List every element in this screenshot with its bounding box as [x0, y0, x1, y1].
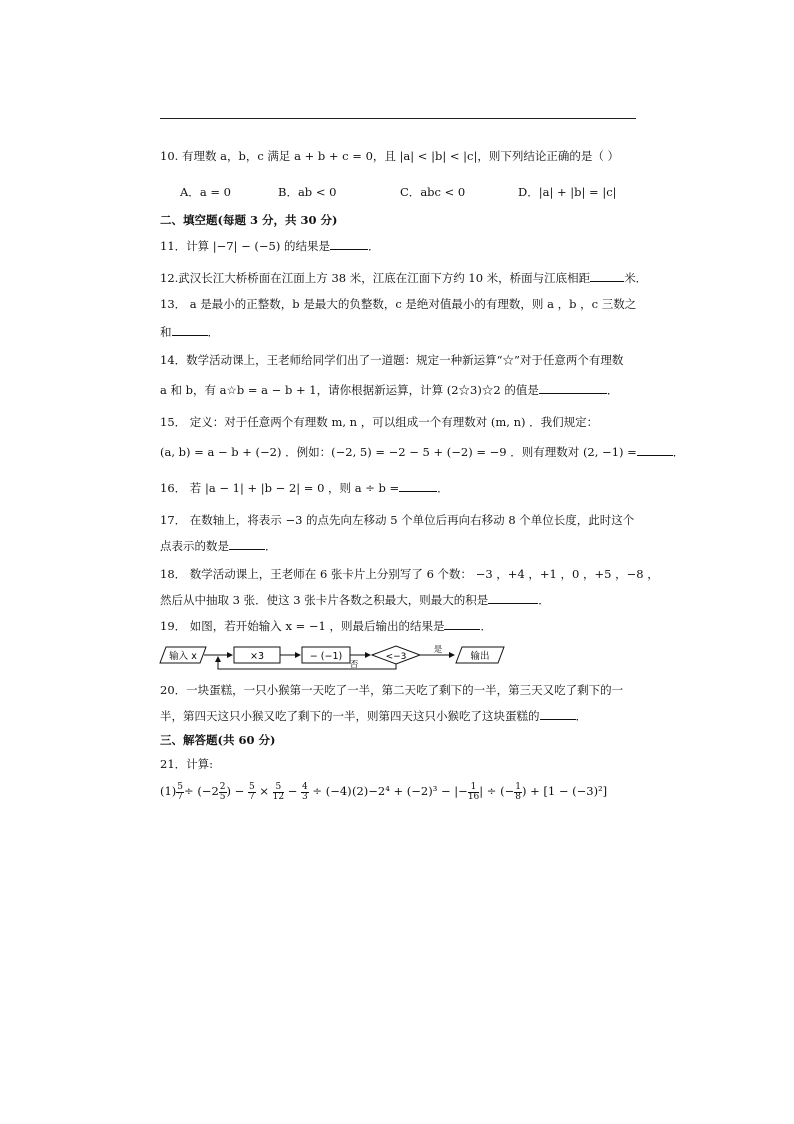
question-15-line-2: (a, b) = a − b + (−2) ．例如：(−2, 5) = −2 − 5 + (−2) = −9 ．则有理数对 (2, −1) = ． — [160, 445, 685, 459]
question-12: 12.武汉长江大桥桥面在江面上方 38 米，江底在江面下方约 10 米，桥面与江底相距 米． — [160, 271, 648, 285]
answer-blank[interactable] — [637, 444, 673, 456]
flow-no-label: 否 — [349, 660, 359, 670]
answer-blank[interactable] — [539, 382, 607, 394]
q10-option-d: D．|a| + |b| = |c| — [518, 185, 617, 199]
flow-condition-label: <−3 — [385, 652, 407, 662]
fraction: $\frac{5}{7}$ — [177, 781, 184, 802]
flow-times3-label: ×3 — [249, 651, 265, 662]
section-2-heading: 二、填空题(每题 3 分，共 30 分) — [160, 213, 338, 227]
fraction: $\frac{4}{3}$ — [302, 781, 308, 802]
answer-blank[interactable] — [540, 708, 576, 720]
question-21: 21．计算: — [160, 757, 214, 771]
question-17-line-1: 17． 在数轴上，将表示 −3 的点先向左移动 5 个单位后再向右移动 8 个单位长度，此时这个 — [160, 513, 635, 527]
flowchart — [158, 645, 510, 675]
question-18-line-1: 18． 数学活动课上，王老师在 6 张卡片上分别写了 6 个数： −3 ，+4 ，+1 ，0 ，+5 ，−8 ， — [160, 567, 659, 581]
answer-blank[interactable] — [488, 592, 538, 604]
flow-minus-label: − (−1) — [309, 651, 343, 662]
question-20-line-1: 20．一块蛋糕，一只小猴第一天吃了一半，第二天吃了剩下的一半，第三天又吃了剩下的一 — [160, 683, 624, 697]
q10-option-c: C．abc < 0 — [400, 185, 466, 199]
question-10: 10. 有理数 a，b，c 满足 a + b + c = 0，且 |a| < |b| < |c|，则下列结论正确的是（ ） — [160, 149, 619, 163]
fraction: $\frac{1}{8}$ — [515, 781, 521, 802]
answer-blank[interactable] — [590, 270, 624, 282]
question-11: 11．计算 |−7| − (−5) 的结果是 ． — [160, 239, 380, 253]
answer-blank[interactable] — [172, 324, 208, 336]
answer-blank[interactable] — [330, 238, 368, 250]
answer-blank[interactable] — [444, 618, 480, 630]
question-14-line-2: a 和 b，有 a☆b = a − b + 1，请你根据新运算，计算 (2☆3)☆2 的值是 ． — [160, 383, 619, 397]
q10-option-b: B．ab < 0 — [278, 185, 337, 199]
fraction: $\frac{2}{5}$ — [219, 781, 226, 802]
question-21-part-1: (1) $\frac{5}{7}$ ÷ (−2 $\frac{2}{5}$ ) − $\frac{5}{7}$ × $\frac{5}{12}$ − $\frac{4}{3}$ ÷ (−4) — [160, 781, 352, 802]
flow-output-label: 输出 — [470, 651, 490, 662]
section-3-heading: 三、解答题(共 60 分) — [160, 733, 276, 747]
question-21-part-2: (2)−2⁴ + (−2)³ − |− $\frac{1}{16}$ | ÷ (− $\frac{1}{8}$ ) + [1 − (−3)²] — [352, 781, 608, 802]
q10-option-a: A．a = 0 — [180, 185, 231, 199]
question-13-line-1: 13． a 是最小的正整数，b 是最大的负整数，c 是绝对值最小的有理数，则 a ，b ，c 三数之 — [160, 297, 637, 311]
question-17-line-2: 点表示的数是 ． — [160, 539, 277, 553]
question-13-line-2: 和 ． — [160, 325, 219, 339]
question-20-line-2: 半，第四天这只小猴又吃了剩下的一半，则第四天这只小猴吃了这块蛋糕的 ． — [160, 709, 587, 723]
question-18-line-2: 然后从中抽取 3 张．使这 3 张卡片各数之积最大，则最大的积是 ． — [160, 593, 550, 607]
flow-input-label: 输入 x — [169, 651, 197, 662]
header-rule — [160, 118, 636, 119]
question-16: 16． 若 |a − 1| + |b − 2| = 0 ，则 a ÷ b = ． — [160, 481, 449, 495]
flow-yes-label: 是 — [433, 645, 443, 655]
question-14-line-1: 14．数学活动课上，王老师给同学们出了一道题：规定一种新运算“☆”对于任意两个有理数 — [160, 353, 624, 367]
question-19: 19． 如图，若开始输入 x = −1 ，则最后输出的结果是 ． — [160, 619, 492, 633]
answer-blank[interactable] — [399, 480, 437, 492]
fraction: $\frac{1}{16}$ — [467, 781, 480, 802]
fraction: $\frac{5}{7}$ — [248, 781, 255, 802]
answer-blank[interactable] — [229, 538, 265, 550]
question-15-line-1: 15． 定义：对于任意两个有理数 m, n ，可以组成一个有理数对 (m, n) ．我们规定： — [160, 415, 599, 429]
fraction: $\frac{5}{12}$ — [272, 781, 285, 802]
